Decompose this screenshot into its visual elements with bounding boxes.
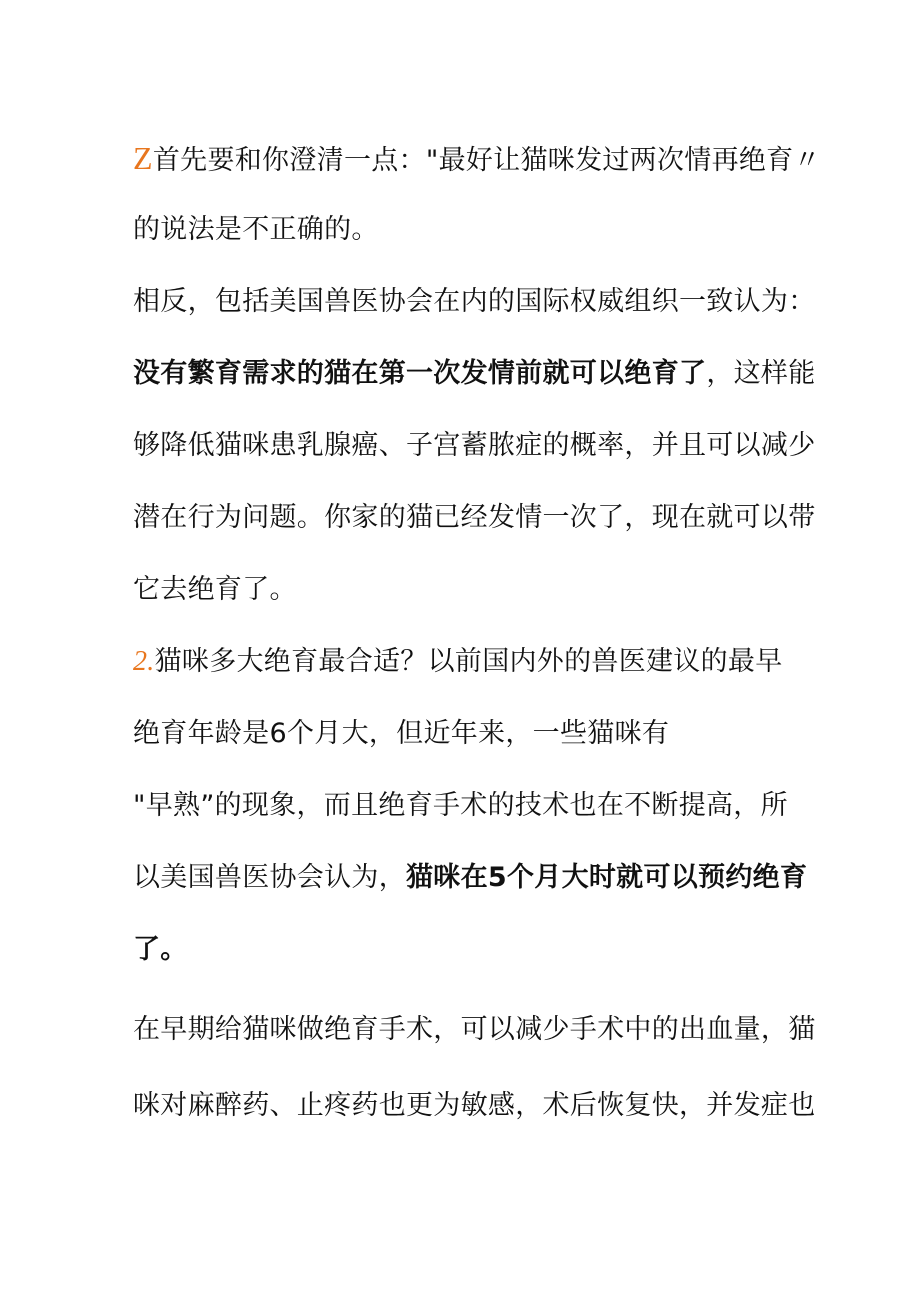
paragraph-3-bold-text-1: 猫咪在5个月大时就可以预约绝育 — [406, 862, 808, 893]
paragraph-3-marker: 2. — [133, 646, 155, 677]
paragraph-2-line-1 — [133, 282, 816, 322]
paragraph-2-line-2 — [133, 354, 816, 394]
paragraph-3-text-3: "早熟”的现象，而且绝育手术的技术也在不断提高，所 — [133, 790, 788, 821]
paragraph-4-line-2 — [133, 1086, 816, 1126]
paragraph-1-line-1 — [133, 138, 821, 181]
paragraph-3-text-1: 猫咪多大绝育最合适？以前国内外的兽医建议的最早 — [154, 646, 783, 677]
paragraph-3-bold-text-2: 了。 — [133, 934, 188, 965]
paragraph-1-line-2 — [133, 210, 793, 250]
paragraph-2-text-5: 它去绝育了。 — [133, 574, 297, 605]
paragraph-1-marker: Z — [133, 140, 153, 176]
paragraph-1-text-2: 的说法是不正确的。 — [133, 214, 379, 245]
paragraph-2-bold-text: 没有繁育需求的猫在第一次发情前就可以绝育了 — [133, 358, 707, 389]
paragraph-2-line-3 — [133, 426, 816, 466]
paragraph-2-text-3: 够降低猫咪患乳腺癌、子宫蓄脓症的概率，并且可以减少 — [133, 430, 816, 461]
paragraph-4-line-1 — [133, 1010, 816, 1050]
paragraph-1-text-1: 首先要和你澄清一点："最好让猫咪发过两次情再绝育〃 — [152, 145, 821, 176]
paragraph-3-line-4 — [133, 858, 808, 898]
paragraph-3-line-1 — [133, 642, 793, 682]
paragraph-4-text-2: 咪对麻醉药、止疼药也更为敏感，术后恢复快，并发症也 — [133, 1090, 816, 1121]
paragraph-3-line-3 — [133, 786, 793, 826]
paragraph-2-text-4: 潜在行为问题。你家的猫已经发情一次了，现在就可以带 — [133, 502, 816, 533]
paragraph-3-text-2: 绝育年龄是6个月大，但近年来，一些猫咪有 — [133, 718, 670, 749]
paragraph-3-line-5 — [133, 930, 793, 970]
paragraph-2-line-4 — [133, 498, 816, 538]
paragraph-2-text-2: ，这样能 — [706, 358, 816, 389]
paragraph-4-text-1: 在早期给猫咪做绝育手术，可以减少手术中的出血量，猫 — [133, 1014, 816, 1045]
paragraph-2-line-5 — [133, 570, 793, 610]
paragraph-3-text-4: 以美国兽医协会认为， — [133, 862, 406, 893]
paragraph-2-text-1: 相反，包括美国兽医协会在内的国际权威组织一致认为： — [133, 286, 816, 317]
paragraph-3-line-2 — [133, 714, 793, 754]
